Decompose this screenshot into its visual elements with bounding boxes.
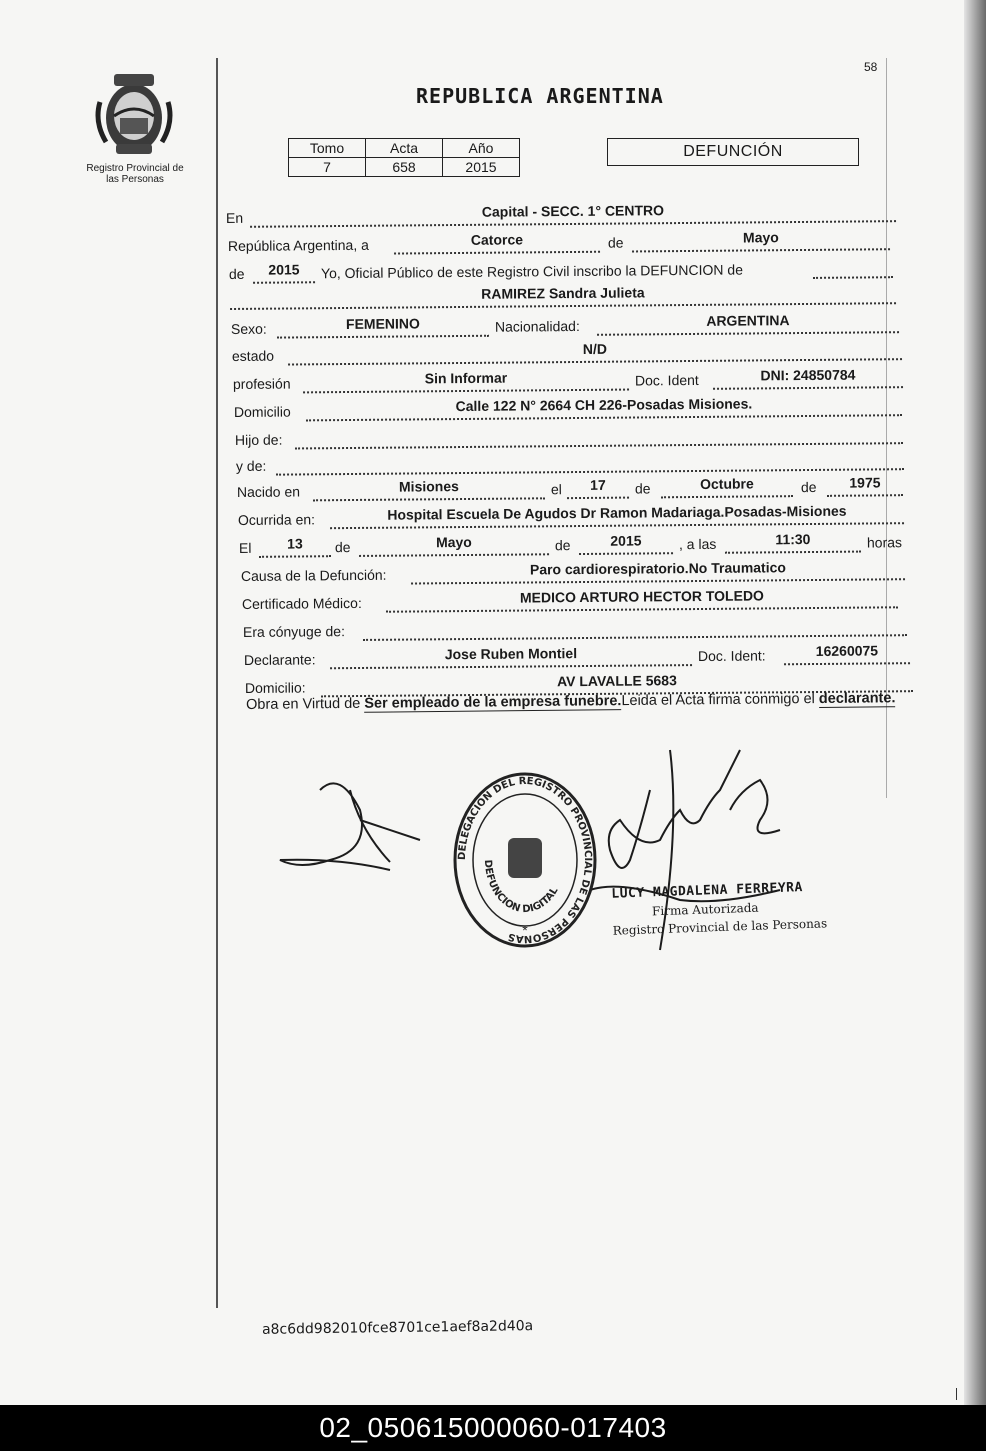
nac-de-label: de (634, 480, 651, 497)
certificado-label: Certificado Médico: (241, 594, 362, 612)
el2-label: El (238, 539, 252, 556)
nacido-value: Misiones (398, 478, 459, 495)
def-de-label: de (334, 539, 351, 556)
row-yde (236, 452, 904, 480)
def-de2-label: de (554, 537, 571, 554)
def-mes-value: Mayo (435, 533, 472, 551)
obra-prefix: Obra en Virtud de (246, 695, 361, 713)
official-stamp (611, 878, 827, 939)
en-field (250, 204, 896, 228)
nac-de2-label: de (800, 478, 817, 496)
row-estado (232, 342, 902, 370)
anio-value: 2015 (268, 261, 300, 278)
declarant-signature (280, 783, 420, 870)
dia-field (394, 231, 600, 255)
hora-field (725, 531, 861, 554)
hora-value: 11:30 (775, 531, 811, 548)
mes-field (632, 229, 890, 252)
acta-table (288, 138, 520, 177)
row-nacido (236, 474, 903, 506)
row-hijo (235, 426, 903, 454)
sexo-label: Sexo: (230, 320, 267, 337)
def-anio-field (579, 532, 673, 555)
document-type-box: DEFUNCIÓN (607, 138, 859, 166)
profesion-label: profesión (232, 375, 291, 392)
barcode-label: 02_050615000060-017403 (0, 1405, 986, 1451)
nac-dia-value: 17 (590, 476, 606, 493)
row-republica (227, 229, 890, 260)
hijo-field (295, 426, 903, 449)
decl-domicilio-label: Domicilio: (244, 679, 306, 696)
page-title: REPUBLICA ARGENTINA (416, 84, 664, 108)
horas-label: horas (866, 534, 903, 551)
doc-ident-label: Doc. Ident (634, 371, 699, 389)
doc-ident-field (713, 366, 903, 390)
de2-label: de (228, 265, 245, 282)
decl-domicilio-value: AV LAVALLE 5683 (556, 672, 677, 690)
nac-mes-value: Octubre (700, 475, 754, 492)
stamp-name: LUCY MAGDALENA FERREYRA (611, 880, 804, 902)
causa-value: Paro cardiorespiratorio.No Traumatico (529, 559, 786, 578)
profesion-field (303, 369, 629, 394)
domicilio-field (306, 395, 902, 421)
declarante-label: Declarante: (243, 651, 316, 668)
document-hash: a8c6dd982010fce8701ce1aef8a2d40a (261, 1318, 534, 1338)
row-domicilio (233, 395, 902, 426)
nombre-field (230, 286, 896, 310)
logo-caption-line1: Registro Provincial de (86, 163, 184, 174)
def-dia-value: 13 (287, 535, 303, 552)
de-label: de (607, 234, 624, 251)
row-causa (240, 559, 905, 590)
nacido-field (313, 478, 545, 501)
row-ocurrida (237, 502, 904, 534)
sexo-field (277, 315, 489, 339)
el-label: el (550, 481, 562, 498)
acta-value-acta: 658 (366, 158, 443, 177)
seal-inner-text: DEFUNCION DIGITAL (481, 859, 561, 916)
declarante-value: Jose Ruben Montiel (444, 645, 578, 663)
nacido-label: Nacido en (236, 483, 301, 500)
row-fecha-defuncion (238, 531, 905, 562)
row-conyuge (243, 618, 907, 646)
causa-field (411, 559, 905, 584)
decl-doc-field (784, 642, 910, 665)
row-sexo (230, 312, 899, 343)
nac-anio-value: 1975 (849, 474, 881, 491)
certificado-value: MEDICO ARTURO HECTOR TOLEDO (519, 587, 764, 606)
logo-caption (70, 163, 200, 185)
nacionalidad-value: ARGENTINA (706, 312, 790, 329)
en-label: En (225, 209, 244, 226)
nacionalidad-label: Nacionalidad: (494, 317, 580, 335)
obra-suffix: Leida el Acta firma conmigo el (621, 691, 815, 710)
ocurrida-value: Hospital Escuela De Agudos Dr Ramon Madariaga.Posadas-Misiones (387, 502, 847, 523)
profesion-value: Sin Informar (424, 369, 508, 387)
nac-mes-field (661, 475, 793, 498)
mes-value: Mayo (742, 229, 779, 246)
row-inscribo (229, 260, 895, 288)
decl-doc-value: 16260075 (815, 642, 879, 660)
def-mes-field (359, 533, 549, 557)
certificado-field (386, 587, 898, 612)
registry-seal (450, 770, 600, 950)
declarante-field (330, 645, 692, 669)
estado-field (288, 342, 902, 365)
alas-label: , a las (678, 535, 717, 553)
causa-label: Causa de la Defunción: (240, 566, 387, 584)
row-profesion (232, 366, 903, 398)
estado-value: N/D (582, 340, 608, 357)
svg-text:*: * (522, 922, 528, 938)
acta-header-acta: Acta (366, 139, 443, 158)
acta-header-anio: Año (443, 139, 520, 158)
domicilio-label: Domicilio (233, 403, 291, 420)
doc-ident-value: DNI: 24850784 (760, 366, 856, 384)
obra-value: Ser empleado de la empresa funebre. (364, 693, 622, 712)
inscribo-text: Yo, Oficial Público de este Registro Civil inscribo la DEFUNCION de (320, 261, 744, 282)
page-edge-shadow (964, 0, 986, 1405)
en-value: Capital - SECC. 1° CENTRO (481, 202, 665, 220)
nombre-value: RAMIREZ Sandra Julieta (481, 284, 645, 302)
yde-field (276, 452, 904, 475)
seal-outer-text: DELEGACION DEL REGISTRO PROVINCIAL DE LAS PERSONAS (456, 775, 594, 945)
dia-value: Catorce (470, 231, 524, 248)
domicilio-value: Calle 122 N° 2664 CH 226-Posadas Misiones. (455, 395, 753, 415)
republica-label: República Argentina, a (227, 236, 369, 254)
margin-line (216, 58, 218, 1308)
conyuge-field (363, 618, 907, 641)
nac-anio-field (827, 474, 903, 497)
obra-end: declarante. (818, 690, 896, 708)
corner-mark (956, 1388, 957, 1400)
row-certificado (241, 587, 898, 618)
stamp-role: Firma Autorizada (651, 900, 759, 919)
def-dia-field (259, 535, 331, 558)
acta-value-tomo: 7 (289, 158, 366, 177)
page-number: 58 (864, 60, 878, 74)
ocurrida-field (330, 502, 904, 529)
province-coat-of-arms-icon (92, 72, 176, 158)
decl-doc-label: Doc. Ident: (697, 647, 766, 665)
ocurrida-label: Ocurrida en: (237, 511, 316, 528)
row-en (226, 204, 896, 232)
inscribo-trailing-dots (813, 260, 893, 279)
estado-label: estado (231, 347, 275, 364)
nacionalidad-field (597, 312, 899, 336)
anio-field (253, 261, 315, 284)
stamp-office: Registro Provincial de las Personas (612, 916, 828, 938)
conyuge-label: Era cónyuge de: (242, 623, 346, 640)
acta-header-tomo: Tomo (289, 139, 366, 158)
row-declarante (243, 642, 910, 674)
row-nombre (230, 286, 896, 314)
sexo-value: FEMENINO (345, 315, 420, 332)
yde-label: y de: (235, 457, 267, 474)
nac-dia-field (567, 476, 629, 500)
hijo-label: Hijo de: (234, 431, 283, 448)
def-anio-value: 2015 (610, 532, 642, 549)
logo-caption-line2: las Personas (106, 174, 164, 185)
acta-value-anio: 2015 (443, 158, 520, 177)
